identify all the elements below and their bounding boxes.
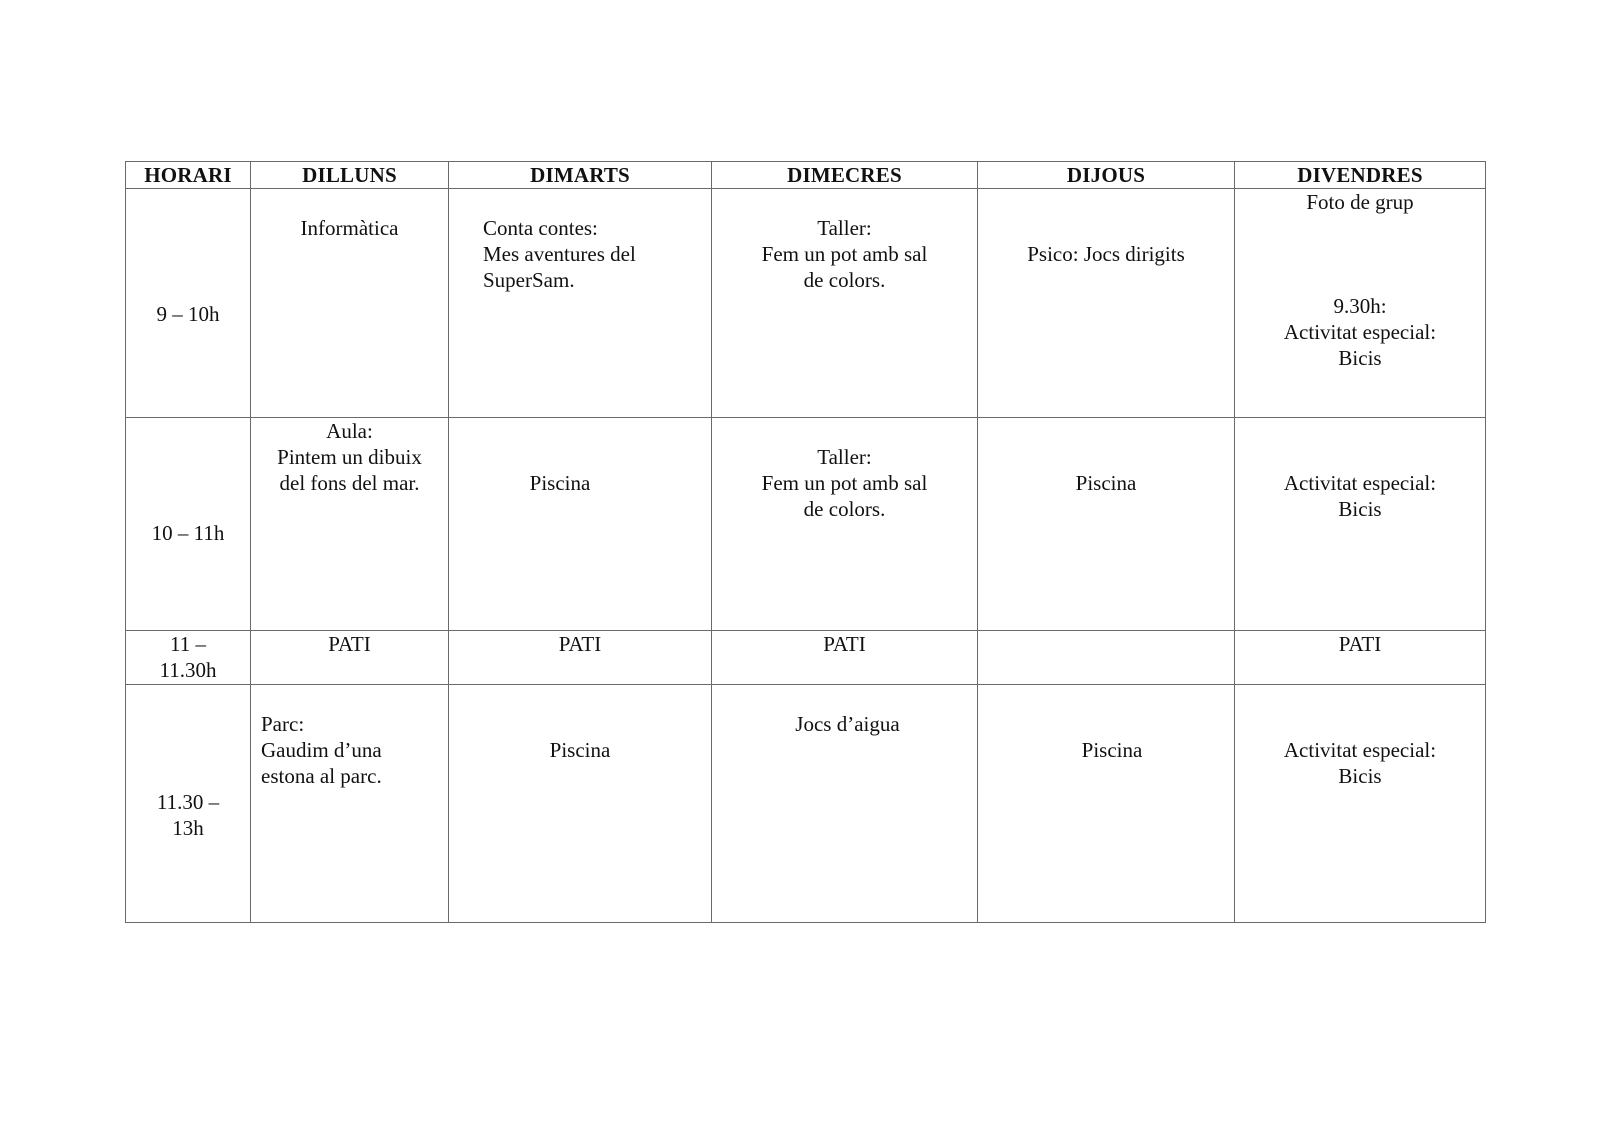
header-divendres: DIVENDRES — [1235, 162, 1486, 189]
activity-cell-dimarts — [449, 418, 712, 631]
table-row — [126, 684, 1486, 922]
header-horari: HORARI — [126, 162, 251, 189]
activity-text: Taller: Fem un pot amb sal de colors. — [761, 216, 928, 292]
schedule-table — [125, 161, 1486, 923]
activity-cell-divendres — [1235, 189, 1486, 418]
activity-text: Informàtica — [300, 216, 399, 240]
activity-text: Parc: Gaudim d’una estona al parc. — [261, 711, 382, 788]
activity-text: Piscina — [549, 737, 611, 762]
activity-cell-dimarts — [449, 684, 712, 922]
activity-cell-dijous — [978, 189, 1235, 418]
time-label: 11.30 – 13h — [156, 789, 220, 840]
activity-text: PATI — [823, 632, 866, 657]
header-dimecres: DIMECRES — [712, 162, 978, 189]
activity-cell-dimarts — [449, 631, 712, 684]
activity-cell-dimecres — [712, 684, 978, 922]
activity-cell-divendres — [1235, 418, 1486, 631]
activity-cell-dilluns — [251, 631, 449, 684]
table-row — [126, 631, 1486, 684]
activity-cell-dimarts — [449, 189, 712, 418]
activity-cell-divendres — [1235, 684, 1486, 922]
time-cell — [126, 631, 251, 684]
activity-cell-dimecres — [712, 418, 978, 631]
activity-text: PATI — [328, 632, 371, 657]
activity-text: Activitat especial: Bicis — [1283, 471, 1437, 522]
header-dimarts: DIMARTS — [449, 162, 712, 189]
activity-text: Jocs d’aigua — [795, 711, 900, 736]
activity-text: Taller: Fem un pot amb sal de colors. — [761, 445, 928, 522]
activity-text: 9.30h: Activitat especial: Bicis — [1283, 294, 1437, 370]
activity-text: Foto de grup — [1306, 190, 1414, 214]
activity-cell-dilluns — [251, 418, 449, 631]
activity-text: Psico: Jocs dirigits — [1027, 242, 1185, 266]
activity-cell-dimecres — [712, 189, 978, 418]
table-row — [126, 418, 1486, 631]
header-row — [126, 162, 1486, 189]
time-cell — [126, 684, 251, 922]
activity-text: PATI — [1338, 632, 1382, 657]
time-cell — [126, 189, 251, 418]
time-label: 9 – 10h — [156, 302, 220, 326]
time-label: 11 – 11.30h — [159, 632, 217, 683]
table-row — [126, 189, 1486, 418]
activity-text: Aula: Pintem un dibuix del fons del mar. — [277, 419, 422, 496]
activity-cell-dilluns — [251, 684, 449, 922]
activity-cell-dijous — [978, 631, 1235, 684]
activity-text: Piscina — [529, 471, 591, 496]
header-dilluns: DILLUNS — [251, 162, 449, 189]
time-cell — [126, 418, 251, 631]
activity-cell-dijous — [978, 418, 1235, 631]
time-label: 10 – 11h — [151, 521, 225, 546]
activity-text: PATI — [558, 632, 602, 657]
activity-cell-dijous — [978, 684, 1235, 922]
activity-cell-dilluns — [251, 189, 449, 418]
activity-cell-dimecres — [712, 631, 978, 684]
activity-text: Piscina — [1075, 471, 1137, 496]
activity-cell-divendres — [1235, 631, 1486, 684]
activity-text: Activitat especial: Bicis — [1283, 737, 1437, 788]
activity-text: Piscina — [1081, 737, 1143, 762]
header-dijous: DIJOUS — [978, 162, 1235, 189]
activity-text: Conta contes: Mes aventures del SuperSam. — [483, 216, 636, 292]
